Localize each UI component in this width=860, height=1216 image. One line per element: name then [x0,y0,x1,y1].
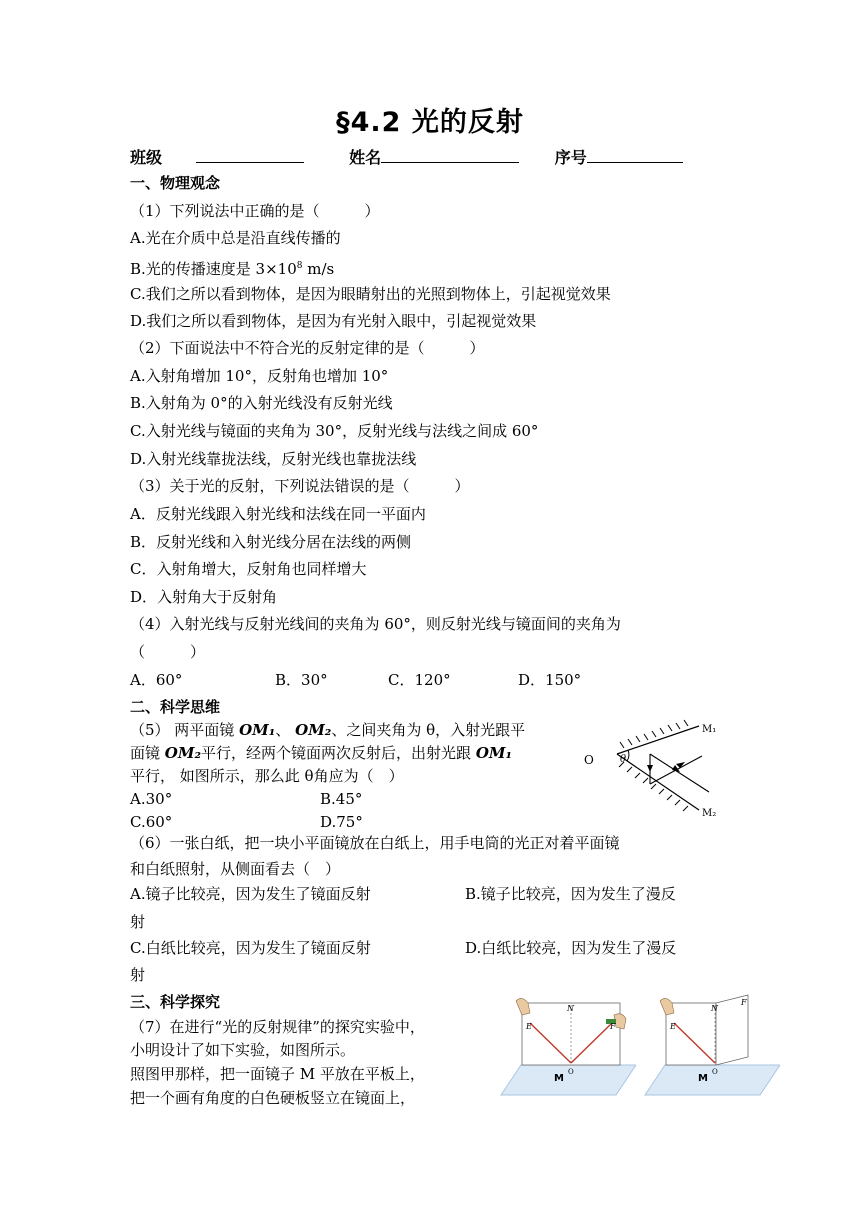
seat-label: 序号 [554,148,587,167]
light-rays [650,754,709,792]
m1-label: M₁ [702,724,717,735]
q3-option-d: D．入射角大于反射角 [130,588,278,606]
m2-label: M₂ [702,808,717,819]
q5-option-d: D.75° [320,813,363,831]
reflection-experiment-figure-b [640,993,780,1100]
q4-option-c: C．120° [388,671,451,689]
q2-option-d: D.入射光线靠拢法线，反射光线也靠拢法线 [130,450,417,468]
q4-option-b: B．30° [275,671,328,689]
name-label: 姓名 [349,148,382,167]
q3-option-b: B．反射光线和入射光线分居在法线的两侧 [130,533,412,551]
q1-option-b-exponent: 8 [296,261,303,271]
label-f: F [741,998,747,1007]
label-n: N [711,1004,718,1013]
section-heading: 三、科学探究 [130,993,221,1011]
reflection-experiment-figure-a [496,995,636,1100]
q4-option-d: D．150° [518,671,582,689]
q1-option-b-unit: m/s [302,260,335,278]
q3-option-a: A．反射光线跟入射光线和法线在同一平面内 [130,505,426,523]
q5-mirror-om2: OM₂ [295,721,332,739]
q5-text: 、之间夹角为 θ，入射光跟平 [331,721,526,739]
page-title: §4.2 光的反射 [336,107,524,138]
q2-option-a: A.入射角增加 10°，反射角也增加 10° [130,367,389,385]
student-info-row [130,145,730,168]
q1-stem: （1）下列说法中正确的是（ ） [130,202,380,220]
label-o: O [568,1068,574,1076]
q2-option-b: B.入射角为 0°的入射光线没有反射光线 [130,394,393,412]
q6-line-2: 和白纸照射，从侧面看去（ ） [130,860,341,878]
q4-bracket: （ ） [130,643,206,661]
class-label: 班级 [130,148,163,167]
q6-option-a: A.镜子比较亮，因为发生了镜面反射 [130,885,371,903]
q6-option-b-wrap: 射 [130,913,146,931]
q7-line-3: 照图甲那样，把一面镜子 M 平放在平板上， [130,1065,425,1083]
label-o: O [712,1068,718,1076]
q5-text: 面镜 [130,744,165,762]
q6-option-d: D.白纸比较亮，因为发生了漫反 [465,939,677,957]
q4-stem: （4）入射光线与反射光线间的夹角为 60°，则反射光线与镜面间的夹角为 [130,615,621,633]
q6-line-1: （6）一张白纸，把一块小平面镜放在白纸上，用手电筒的光正对着平面镜 [130,834,620,852]
q2-option-c: C.入射光线与镜面的夹角为 30°，反射光线与法线之间成 60° [130,422,539,440]
q6-option-b: B.镜子比较亮，因为发生了漫反 [465,885,676,903]
label-f: F [610,1022,616,1031]
q5-text: （5） 两平面镜 [130,721,240,739]
q5-text: 平行，经两个镜面两次反射后，出射光跟 [201,744,476,762]
label-e: E [670,1022,676,1031]
q1-option-c: C.我们之所以看到物体，是因为眼睛射出的光照到物体上，引起视觉效果 [130,285,611,303]
q1-option-d: D.我们之所以看到物体，是因为有光射入眼中，引起视觉效果 [130,312,537,330]
q3-stem: （3）关于光的反射，下列说法错误的是（ ） [130,477,470,495]
label-m: M [554,1073,564,1084]
q5-line-2 [130,743,512,763]
q5-text: 、 [275,721,296,739]
q5-option-a: A.30° [130,790,173,808]
hand-icon [516,998,530,1015]
name-blank[interactable] [381,147,519,163]
q5-mirror-om1: OM₁ [239,721,276,739]
q7-line-1: （7）在进行“光的反射规律”的探究实验中， [130,1018,425,1036]
q7-line-4: 把一个画有角度的白色硬板竖立在镜面上， [130,1089,416,1107]
q1-option-b-text: B.光的传播速度是 3×10 [130,260,297,278]
q5-option-c: C.60° [130,813,173,831]
class-blank[interactable] [196,147,304,163]
q7-line-2: 小明设计了如下实验，如图所示。 [130,1041,356,1059]
section-heading: 一、物理观念 [130,174,221,192]
q5-mirror-om2: OM₂ [164,744,202,762]
point-o-label: O [584,753,594,767]
q2-stem: （2）下面说法中不符合光的反射定律的是（ ） [130,339,485,357]
label-m: M [698,1073,708,1084]
theta-label: θ [620,754,627,765]
mirror-angle-figure [584,712,724,822]
q5-option-b: B.45° [320,790,363,808]
q5-line-1 [130,720,525,740]
section-heading: 二、科学思维 [130,698,221,716]
label-e: E [526,1022,532,1031]
q1-option-a: A.光在介质中总是沿直线传播的 [130,229,341,247]
q6-option-c: C.白纸比较亮，因为发生了镜面反射 [130,939,371,957]
q5-mirror-om1: OM₁ [475,744,513,762]
seat-blank[interactable] [587,147,683,163]
label-n: N [567,1004,574,1013]
q6-option-d-wrap: 射 [130,966,146,984]
q3-option-c: C．入射角增大，反射角也同样增大 [130,560,367,578]
hand-icon [660,998,674,1015]
q5-line-3: 平行， 如图所示，那么此 θ角应为（ ） [130,767,404,785]
q4-option-a: A．60° [130,671,183,689]
q1-option-b [130,256,334,279]
